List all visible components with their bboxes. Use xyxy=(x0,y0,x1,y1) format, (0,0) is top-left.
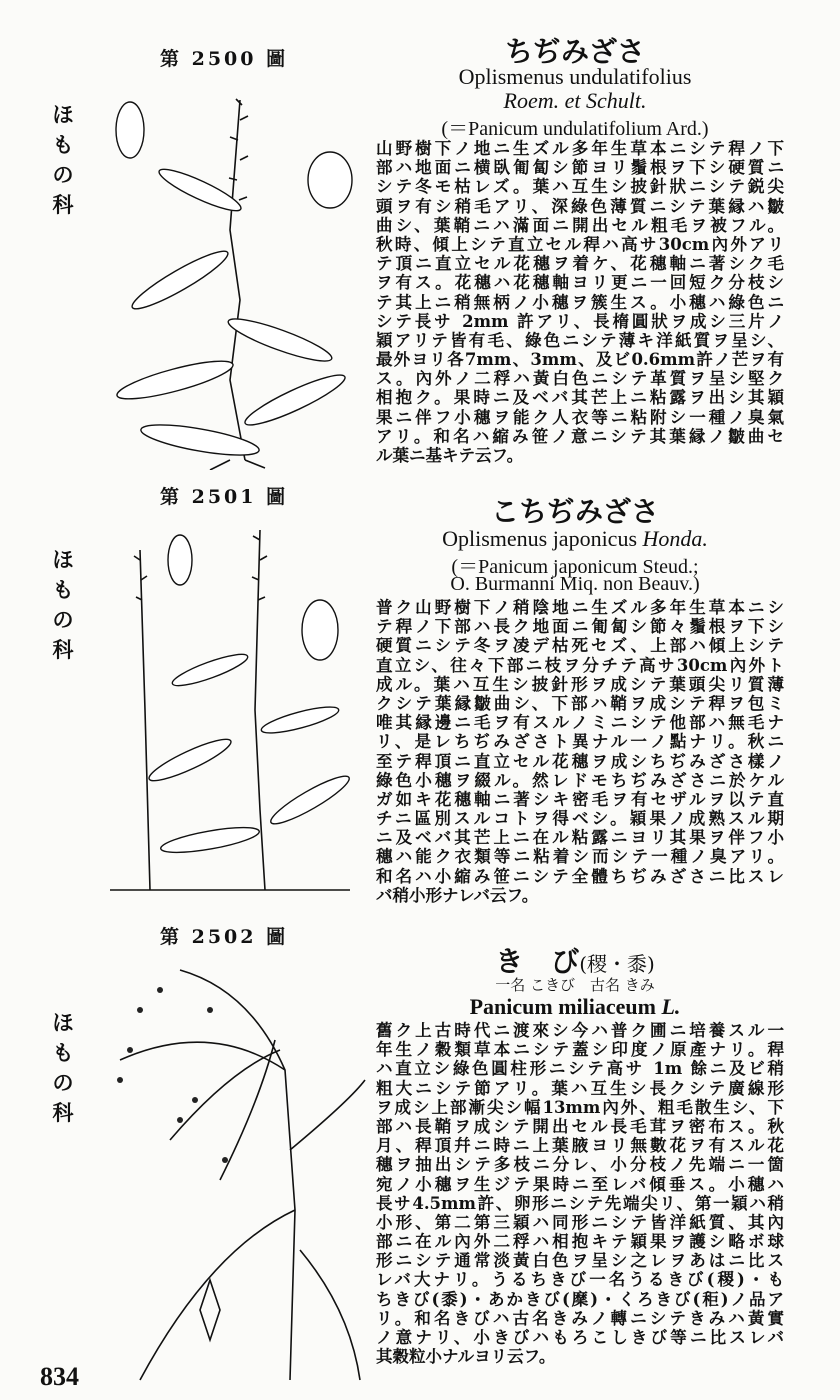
binomial: Oplismenus undulatifolius xyxy=(458,64,692,89)
text-line: クシテ葉縁皺曲シ、下部ハ鞘ヲ成シテ稈ヲ包ミ xyxy=(376,693,784,713)
text-line: 最外ヨリ各7mm、3mm、及ビ0.6mm許ノ芒ヲ有 xyxy=(376,350,784,370)
illustration-kochijimizasa xyxy=(90,510,370,900)
scientific-name xyxy=(355,994,795,1020)
text-line: リ、是レちぢみざさト異ナル一ノ點ナリ。秋ニ xyxy=(376,732,784,752)
text-line: 部ハ地面ニ横臥匍匐シ節ヨリ鬚根ヲ下シ硬質ニ xyxy=(376,158,784,178)
text-line: 部ニ在ル內外二稃ハ相抱キテ穎果ヲ護シ略ボ球 xyxy=(376,1232,784,1252)
authority-text: L. xyxy=(661,994,681,1019)
text-line: レバ大ナリ。うるちきび一名うるきび(稷)・も xyxy=(376,1270,784,1290)
text-line: 粗大ニシテ節アリ。葉ハ互生シ長クシテ廣線形 xyxy=(376,1078,784,1098)
text-line: ル葉ニ基キテ云フ。 xyxy=(376,446,524,465)
binomial: Panicum miliaceum xyxy=(469,994,656,1019)
text-line: 部ハ長鞘ヲ成シテ開出セル長毛茸ヲ密布ス。秋 xyxy=(376,1116,784,1136)
text-line: 宛ノ小穗ヲ生ジテ果時ニ至レバ傾垂ス。小穗ハ xyxy=(376,1174,784,1194)
synonym: O. Burmanni Miq. non Beauv.) xyxy=(450,573,700,595)
family-label: ほもの科 xyxy=(52,1010,74,1125)
binomial: Oplismenus japonicus xyxy=(442,526,638,551)
text-line: チニ區別スルコトヲ得ベシ。穎果ノ成熟スル期 xyxy=(376,809,784,829)
text-line: アリ。和名ハ縮み笹ノ意ニシテ其葉縁ノ皺曲セ xyxy=(376,426,784,446)
family-label: ほもの科 xyxy=(52,102,74,217)
text-line: ガ如キ花穗軸ニ著シキ密毛ヲ有セザルヲ以テ直 xyxy=(376,789,784,809)
japanese-name: ちぢみざさ xyxy=(504,35,645,68)
illustration-kibi xyxy=(60,950,370,1390)
text-line: 直立シ、往々下部ニ枝ヲ分チテ高サ30cm內外ト xyxy=(376,655,784,675)
text-line: テ其上ニ稍無柄ノ小穗ヲ簇生ス。小穗ハ綠色ニ xyxy=(376,292,784,312)
family-label: ほもの科 xyxy=(52,547,74,662)
kanji-name: (稷・黍) xyxy=(579,952,655,976)
alternate-names: 一名 こきび 古名 きみ xyxy=(495,976,655,994)
text-line: ノ意ナリ、小きびハもろこしきび等ニ比スレバ xyxy=(376,1328,784,1347)
text-line: テ稈ノ下部ハ長ク地面ニ匍匐シ節々鬚根ヲ下シ xyxy=(376,617,784,637)
page-number: 834 xyxy=(40,1362,79,1391)
synonym: (＝Panicum japonicum Steud.; xyxy=(451,556,699,578)
description xyxy=(376,139,784,465)
text-line: 穗ハ能ク衣類等ニ粘着シ而シテ一種ノ臭アリ。 xyxy=(376,847,784,867)
illustration-chijimizasa xyxy=(80,80,370,470)
text-line: 普ク山野樹下ノ稍陰地ニ生ズル多年生草本ニシ xyxy=(376,598,784,617)
description xyxy=(376,1021,784,1366)
scientific-name xyxy=(355,526,795,552)
text-line: 和名ハ小縮み笹ニシテ全體ちぢみざさニ比スレ xyxy=(376,866,784,886)
text-line: 長サ4.5mm許、卵形ニシテ先端尖リ、第一穎ハ稍 xyxy=(376,1193,784,1213)
text-line: 其穀粒小ナルヨリ云フ。 xyxy=(376,1347,556,1367)
text-line: ス。內外ノ二稃ハ黃白色ニシテ革質ヲ呈シ堅ク xyxy=(376,369,784,389)
text-line: 至テ稈頂ニ直立セル花穗ヲ成シちぢみざさ樣ノ xyxy=(376,751,784,771)
text-line: 穎アリテ皆有毛、綠色ニシテ薄キ洋紙質ヲ呈シ、 xyxy=(376,330,784,350)
text-line: ヲ有ス。花穗ハ花穗軸ヨリ更ニ一回短ク分枝シ xyxy=(376,273,784,293)
text-line: 舊ク上古時代ニ渡來シ今ハ普ク圃ニ培養スル一 xyxy=(376,1021,784,1040)
japanese-name: こちぢみざさ xyxy=(490,495,659,528)
text-line: 年生ノ穀類草本ニシテ蓋シ印度ノ原產ナリ。稈 xyxy=(376,1040,784,1060)
authority-text: Roem. et Schult. xyxy=(503,88,647,113)
authority xyxy=(355,88,795,114)
figure-label: 第 2501 圖 xyxy=(160,486,289,508)
text-line: ちきび(黍)・あかきび(穈)・くろきび(秬)ノ品ア xyxy=(376,1289,784,1309)
text-line: ハ直立シ綠色圓柱形ニシテ高サ 1m 餘ニ及ビ稍 xyxy=(376,1059,784,1079)
text-line: 成ル。葉ハ互生シ披針形ヲ成シテ葉頭尖リ質薄 xyxy=(376,674,784,694)
text-line: 形ニシテ通常淡黃白色ヲ呈シ之レヲあはニ比ス xyxy=(376,1251,784,1271)
text-line: 山野樹下ノ地ニ生ズル多年生草本ニシテ稈ノ下 xyxy=(376,139,784,158)
text-line: 硬質ニシテ冬ヲ凌デ枯死セズ、上部ハ傾上シテ xyxy=(376,636,784,656)
text-line: 唯其縁邊ニ毛ヲ有スルノミニシテ他部ハ無毛ナ xyxy=(376,713,784,733)
text-line: 果ニ伴フ小穗ヲ能ク人衣等ニ粘附シ一種ノ臭氣 xyxy=(376,407,784,427)
text-line: ニ及ベバ其芒上ニ在ル粘露ニヨリ其果ヲ伴フ小 xyxy=(376,828,784,848)
figure-label: 第 2502 圖 xyxy=(160,926,289,948)
text-line: 曲シ、葉鞘ニハ滿面ニ開出セル粗毛ヲ被フル。 xyxy=(376,215,784,235)
text-line: シテ冬モ枯レズ。葉ハ互生シ披針狀ニシテ鋭尖 xyxy=(376,177,784,197)
authority-text: Honda. xyxy=(642,526,708,551)
description xyxy=(376,598,784,905)
text-line: バ稍小形ナレバ云フ。 xyxy=(376,885,539,905)
text-line: 相抱ク。果時ニ及ベバ其芒上ニ粘露ヲ出シ其穎 xyxy=(376,388,784,408)
text-line: テ頂ニ直立セル花穗ヲ着ケ、花穗軸ニ著シク毛 xyxy=(376,254,784,274)
text-line: 小形、第二第三穎ハ同形ニシテ皆洋紙質、其內 xyxy=(376,1212,784,1232)
figure-label: 第 2500 圖 xyxy=(160,48,289,70)
text-line: 穗ヲ抽出シテ多枝ニ分レ、小分枝ノ先端ニ一箇 xyxy=(376,1155,784,1175)
synonym: (＝Panicum undulatifolium Ard.) xyxy=(441,118,709,140)
text-line: シテ長サ 2mm 許アリ、長楕圓狀ヲ成シ三片ノ xyxy=(376,311,784,331)
text-line: 秋時、傾上シテ直立セル稈ハ高サ30cm內外アリ xyxy=(376,234,784,254)
text-line: リ。和名きびハ古名きみノ轉ニシテきみハ黃實 xyxy=(376,1308,784,1328)
text-line: ヲ成シ上部漸尖シ幅13mm內外、粗毛散生シ、下 xyxy=(376,1097,784,1117)
text-line: 綠色小穗ヲ綴ル。然レドモちぢみざさニ於ケル xyxy=(376,770,784,790)
scientific-name xyxy=(355,64,795,90)
text-line: 月、稈頂幷ニ時ニ上葉腋ヨリ無數花ヲ有スル花 xyxy=(376,1136,784,1156)
text-line: 頭ヲ有シ稍毛アリ、深綠色薄質ニシテ葉縁ハ皺 xyxy=(376,196,784,216)
japanese-name-kana: き び xyxy=(495,945,580,978)
